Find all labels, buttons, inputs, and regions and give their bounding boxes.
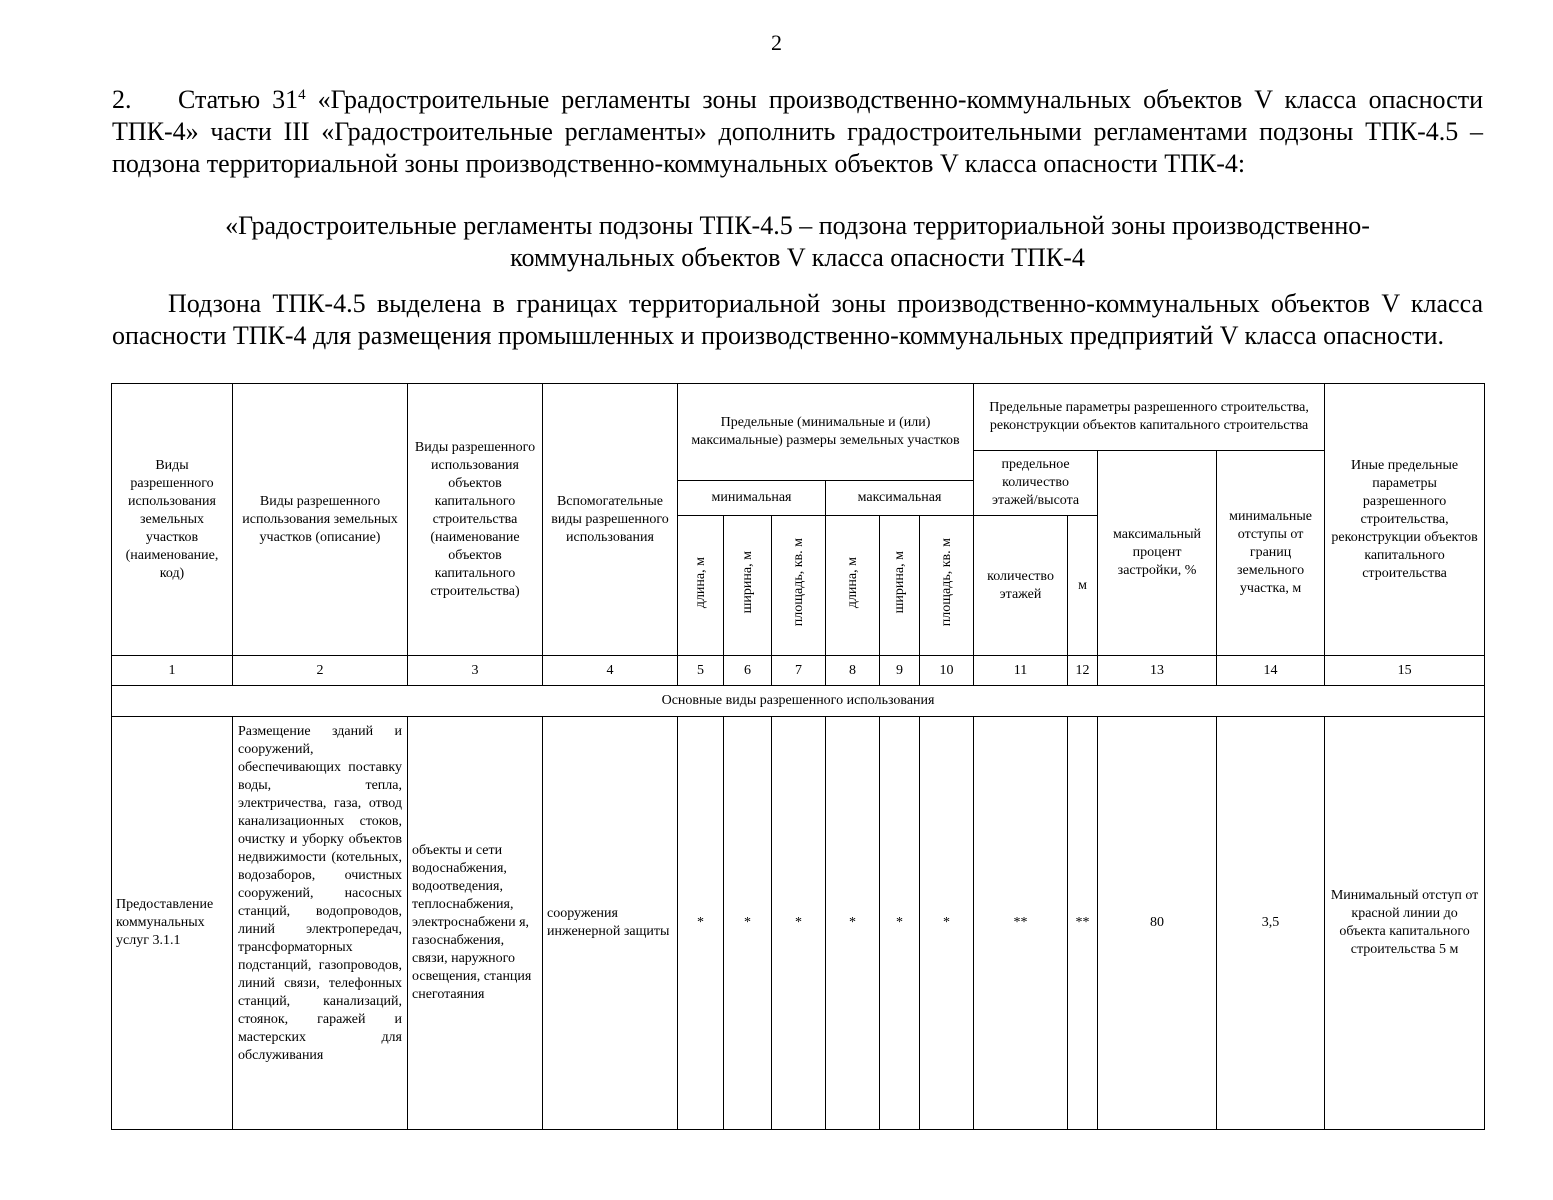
column-number: 6 — [724, 656, 772, 686]
section-row — [112, 686, 1485, 717]
header-col-11: количество этажей — [974, 516, 1068, 656]
cell-auxiliary: сооружения инженерной защиты — [543, 717, 678, 1130]
table-row — [112, 717, 1485, 1130]
column-number: 12 — [1068, 656, 1098, 686]
header-col-7: площадь, кв. м — [772, 516, 826, 656]
intro-paragraph: Подзона ТПК-4.5 выделена в границах территориальной зоны производственно-коммунальных объектов V класса опасности ТПК-4 для размещения промышленных и производственно-коммунальных предприятий V класса опасности. — [112, 289, 1483, 350]
cell-max-width: * — [880, 717, 920, 1130]
article-superscript: 4 — [298, 87, 306, 103]
header-col-12: м — [1068, 516, 1098, 656]
cell-max-area: * — [920, 717, 974, 1130]
header-col-15: Иные предельные параметры разрешенного строительства, реконструкции объектов капитального строительства — [1325, 384, 1485, 656]
header-col-6: ширина, м — [724, 516, 772, 656]
header-col-4: Вспомогательные виды разрешенного использования — [543, 384, 678, 656]
header-floors-height: предельное количество этажей/высота — [974, 451, 1098, 516]
header-col-10: площадь, кв. м — [920, 516, 974, 656]
header-col-2: Виды разрешенного использования земельных участков (описание) — [233, 384, 408, 656]
header-col-3: Виды разрешенного использования объектов капитального строительства (наименование объектов капитального строительства) — [408, 384, 543, 656]
column-number: 14 — [1217, 656, 1325, 686]
heading-line-2: коммунальных объектов V класса опасности ТПК-4 — [510, 243, 1085, 272]
cell-min-length: * — [678, 717, 724, 1130]
cell-description: Размещение зданий и сооружений, обеспечивающих поставку воды, тепла, электричества, газа, отвод канализационных стоков, очистку и уборку объектов недвижимости (котельных, водозаборов, очистных сооружений, насосных станций, водопроводов, линий электропередач, трансформаторных подстанций, газопроводов, линий связи, телефонных станций, канализаций, стоянок, гаражей и мастерских для обслуживания — [233, 717, 408, 1130]
column-number: 3 — [408, 656, 543, 686]
cell-min-area: * — [772, 717, 826, 1130]
header-col-14: минимальные отступы от границ земельного участка, м — [1217, 451, 1325, 656]
section-title: Основные виды разрешенного использования — [112, 686, 1485, 717]
article-paragraph — [112, 84, 1483, 180]
heading-line-1: «Градостроительные регламенты подзоны ТПК-4.5 – подзона территориальной зоны производственно- — [225, 211, 1370, 240]
cell-capital-objects: объекты и сети водоснабжения, водоотведения, теплоснабжения, электроснабжени я, газоснабжения, связи, наружного освещения, станция снеготаяния — [408, 717, 543, 1130]
cell-other: Минимальный отступ от красной линии до объекта капитального строительства 5 м — [1325, 717, 1485, 1130]
page-number: 2 — [771, 30, 782, 55]
cell-min-setback: 3,5 — [1217, 717, 1325, 1130]
column-number: 15 — [1325, 656, 1485, 686]
header-maximum: максимальная — [826, 481, 974, 516]
cell-floors: ** — [974, 717, 1068, 1130]
column-number: 1 — [112, 656, 233, 686]
article-number: 2. — [112, 85, 132, 114]
header-minimum: минимальная — [678, 481, 826, 516]
column-number: 4 — [543, 656, 678, 686]
cell-height-m: ** — [1068, 717, 1098, 1130]
header-col-8: длина, м — [826, 516, 880, 656]
header-construction-params: Предельные параметры разрешенного строительства, реконструкции объектов капитального строительства — [974, 384, 1325, 451]
column-number: 7 — [772, 656, 826, 686]
column-number: 13 — [1098, 656, 1217, 686]
article-text-a: Статью 31 — [178, 85, 299, 114]
column-number-row — [112, 656, 1485, 686]
header-col-9: ширина, м — [880, 516, 920, 656]
column-number: 5 — [678, 656, 724, 686]
column-number: 9 — [880, 656, 920, 686]
regulation-table — [111, 383, 1485, 1130]
column-number: 11 — [974, 656, 1068, 686]
column-number: 8 — [826, 656, 880, 686]
cell-name-code: Предоставление коммунальных услуг 3.1.1 — [112, 717, 233, 1130]
header-col-5: длина, м — [678, 516, 724, 656]
cell-max-percent: 80 — [1098, 717, 1217, 1130]
article-text-b: «Градостроительные регламенты зоны производственно-коммунальных объектов V класса опасности ТПК-4» части III «Градостроительные регламенты» дополнить градостроительными регламентами подзоны ТПК-4.5 – подзона территориальной зоны производственно-коммунальных объектов V класса опасности ТПК-4: — [112, 85, 1483, 178]
column-number: 2 — [233, 656, 408, 686]
header-col-1: Виды разрешенного использования земельных участков (наименование, код) — [112, 384, 233, 656]
header-plot-sizes: Предельные (минимальные и (или) максимальные) размеры земельных участков — [678, 384, 974, 481]
header-row-1 — [112, 384, 1485, 451]
cell-min-width: * — [724, 717, 772, 1130]
column-number: 10 — [920, 656, 974, 686]
regulation-heading — [112, 210, 1483, 274]
cell-max-length: * — [826, 717, 880, 1130]
header-col-13: максимальный процент застройки, % — [1098, 451, 1217, 656]
